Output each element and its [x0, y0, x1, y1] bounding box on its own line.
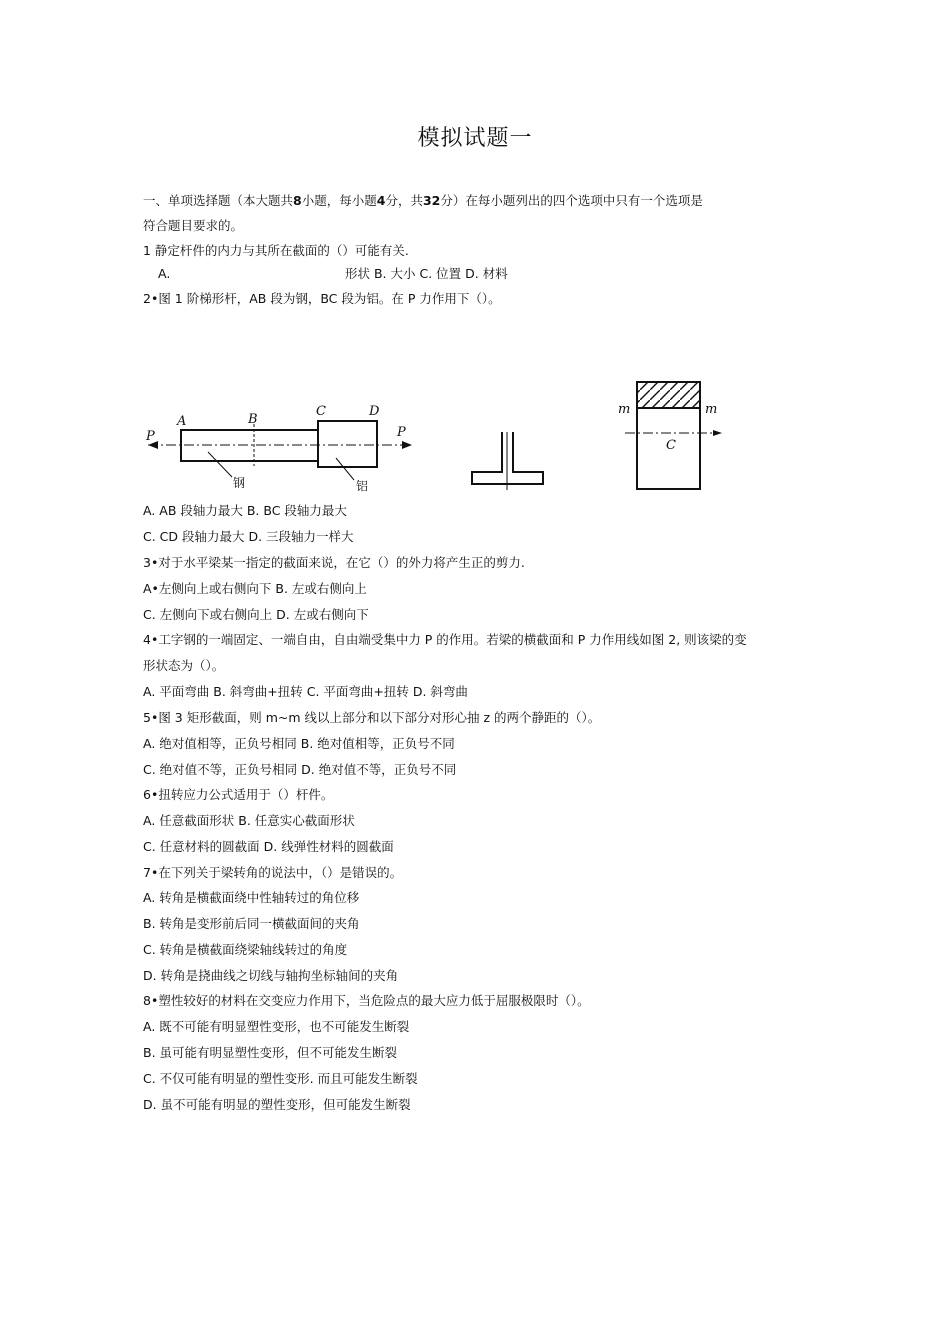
q7-stem: 7•在下列关于梁转角的说法中，（）是错误的。 [143, 865, 403, 880]
figure-3-rect-section [618, 382, 722, 489]
q7-option-b: B. 转角是变形前后同一横截面间的夹角 [143, 916, 360, 931]
q8-stem: 8•塑性较好的材料在交变应力作用下，当危险点的最大应力低于屈服极限时（）。 [143, 993, 590, 1008]
q4-options: A. 平面弯曲 B. 斜弯曲+扭转 C. 平面弯曲+扭转 D. 斜弯曲 [143, 684, 468, 699]
section-intro-line2: 符合题目要求的。 [143, 218, 244, 233]
q1-option-a-label: A. [158, 266, 171, 281]
label-b: B [248, 412, 258, 427]
z-axis-arrow [713, 430, 722, 436]
intro-text-b: 小题，每小题 [301, 193, 377, 208]
label-m-left: m [618, 402, 631, 417]
q8-option-b: B. 虽可能有明显塑性变形，但不可能发生断裂 [143, 1045, 398, 1060]
points-each: 4 [376, 193, 386, 208]
label-p-right: P [397, 425, 406, 440]
q4-stem-line2: 形状态为（）。 [143, 658, 225, 673]
label-c: C [316, 404, 326, 419]
label-a: A [177, 414, 187, 429]
q8-option-c: C. 不仅可能有明显的塑性变形. 而且可能发生断裂 [143, 1071, 418, 1086]
q1-stem: 1 静定杆件的内力与其所在截面的（）可能有关. [143, 243, 409, 258]
section-intro [143, 193, 703, 209]
q6-options-line1: A. 任意截面形状 B. 任意实心截面形状 [143, 813, 355, 828]
q2-options-line1: A. AB 段轴力最大 B. BC 段轴力最大 [143, 503, 347, 518]
figure-1-stepped-bar [145, 404, 412, 493]
aluminum-leader [336, 458, 354, 480]
figures [140, 370, 760, 500]
question-count: 8 [293, 193, 302, 208]
steel-leader [208, 452, 232, 477]
q3-options-line2: C. 左侧向下或右侧向上 D. 左或右侧向下 [143, 607, 369, 622]
label-p-left: P [146, 429, 155, 444]
figure-svg [140, 370, 760, 500]
label-m-right: m [705, 402, 718, 417]
intro-text-c: 分，共 [385, 193, 423, 208]
q1-options: 形状 B. 大小 C. 位置 D. 材料 [345, 266, 508, 281]
total-points: 32 [422, 193, 441, 208]
label-aluminum: 铝 [356, 479, 369, 493]
figure-2-t-section [472, 432, 543, 490]
q2-stem: 2•图 1 阶梯形杆，AB 段为钢，BC 段为铝。在 P 力作用下（）。 [143, 291, 501, 306]
hatched-area-above-mm [637, 382, 700, 408]
q6-stem: 6•扭转应力公式适用于（）杆件。 [143, 787, 334, 802]
right-force-arrow [402, 441, 412, 449]
q5-stem: 5•图 3 矩形截面，则 m~m 线以上部分和以下部分对形心抽 z 的两个静距的（）。 [143, 710, 601, 725]
bar-segment-cd [318, 421, 377, 467]
q3-options-line1: A•左侧向上或右侧向下 B. 左或右侧向上 [143, 581, 367, 596]
intro-text-a: 一、单项选择题（本大题共 [143, 193, 294, 208]
page-title: 模拟试题一 [417, 126, 533, 151]
q8-option-d: D. 虽不可能有明显的塑性变形，但可能发生断裂 [143, 1097, 411, 1112]
intro-text-d: 分）在每小题列出的四个选项中只有一个选项是 [440, 193, 703, 208]
q4-stem-line1: 4•工字钢的一端固定、一端自由，自由端受集中力 P 的作用。若梁的横截面和 P 力作用线如图 2, 则该梁的变 [143, 632, 747, 647]
q8-option-a: A. 既不可能有明显塑性变形，也不可能发生断裂 [143, 1019, 410, 1034]
q7-option-d: D. 转角是挠曲线之切线与轴拘坐标轴间的夹角 [143, 968, 399, 983]
q5-options-line2: C. 绝对值不等，正负号相同 D. 绝对值不等，正负号不同 [143, 762, 457, 777]
q2-options-line2: C. CD 段轴力最大 D. 三段轴力一样大 [143, 529, 354, 544]
q6-options-line2: C. 任意材料的圆截面 D. 线弹性材料的圆截面 [143, 839, 394, 854]
label-centroid: C [666, 438, 676, 453]
q3-stem: 3•对于水平梁某一指定的截面来说，在它（）的外力将产生正的剪力. [143, 555, 525, 570]
q5-options-line1: A. 绝对值相等，正负号相同 B. 绝对值相等，正负号不同 [143, 736, 455, 751]
q7-option-a: A. 转角是横截面绕中性轴转过的角位移 [143, 890, 360, 905]
q7-option-c: C. 转角是横截面绕梁轴线转过的角度 [143, 942, 348, 957]
label-d: D [369, 404, 380, 419]
label-steel: 钢 [233, 476, 246, 490]
